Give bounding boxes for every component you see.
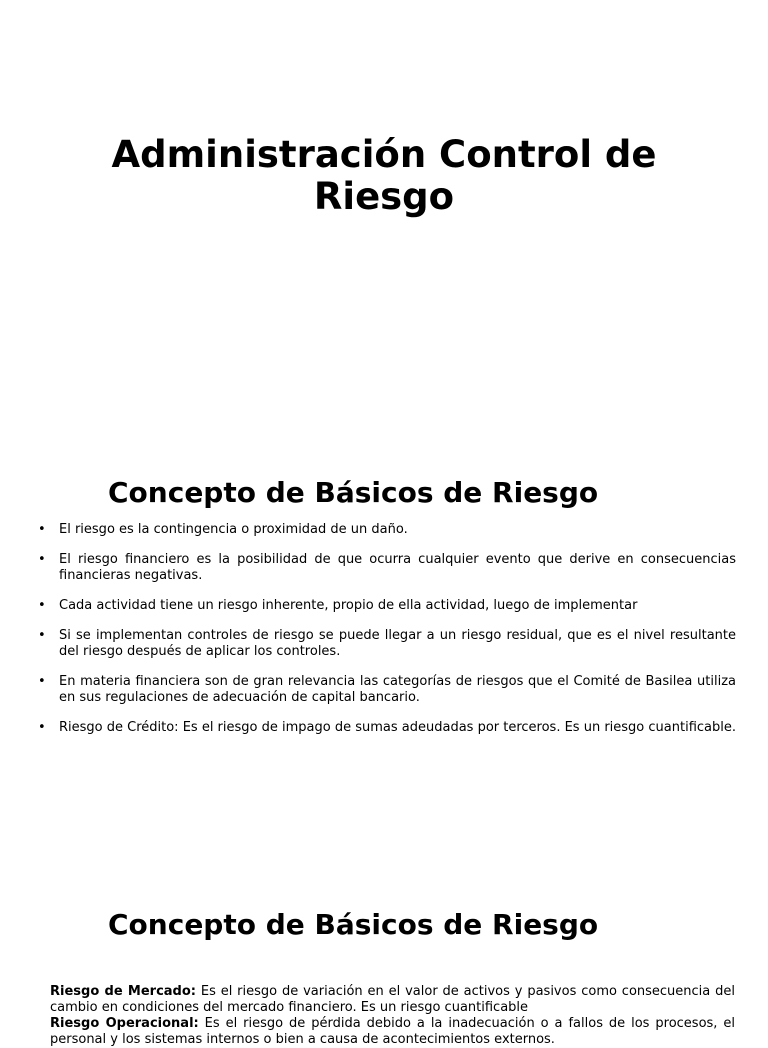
bullet-item	[38, 720, 736, 736]
bullet-item	[38, 522, 736, 538]
bullet-icon: •	[38, 552, 46, 567]
slide-heading: Concepto de Básicos de Riesgo	[108, 908, 599, 941]
bullet-text: Si se implementan controles de riesgo se puede llegar a un riesgo residual, que es el nivel resultante del riesgo después de aplicar los controles.	[59, 628, 736, 659]
bullet-icon: •	[38, 628, 46, 643]
bullet-icon: •	[38, 598, 46, 613]
definition-item	[50, 984, 735, 1016]
definition-text: Es el riesgo de pérdida debido a la inadecuación o a fallos de los procesos, el personal y los sistemas internos o bien a causa de acontecimientos externos.	[50, 1016, 735, 1047]
bullet-item	[38, 674, 736, 706]
bullet-text: Riesgo de Crédito: Es el riesgo de impago de sumas adeudadas por terceros. Es un riesgo cuantificable.	[59, 720, 736, 735]
bullet-text: El riesgo es la contingencia o proximidad de un daño.	[59, 522, 408, 537]
bullet-text: Cada actividad tiene un riesgo inherente, propio de ella actividad, luego de implementar	[59, 598, 638, 613]
definition-term: Riesgo Operacional:	[50, 1016, 199, 1031]
bullet-item	[38, 598, 736, 614]
bullet-list	[38, 522, 736, 750]
bullet-item	[38, 552, 736, 584]
definition-text: Es el riesgo de variación en el valor de activos y pasivos como consecuencia del cambio en condiciones del mercado financiero. Es un riesgo cuantificable	[50, 984, 735, 1015]
slide-title	[0, 0, 768, 432]
bullet-text: En materia financiera son de gran relevancia las categorías de riesgos que el Comité de Basilea utiliza en sus regulaciones de adecuación de capital bancario.	[59, 674, 736, 705]
slide-risk-definitions	[0, 864, 768, 1047]
definition-term: Riesgo de Mercado:	[50, 984, 196, 999]
slide-heading: Concepto de Básicos de Riesgo	[108, 476, 599, 509]
bullet-icon: •	[38, 674, 46, 689]
slide-basic-concepts	[0, 432, 768, 864]
definition-item	[50, 1016, 735, 1048]
bullet-icon: •	[38, 720, 46, 735]
bullet-item	[38, 628, 736, 660]
presentation-title: Administración Control de Riesgo	[111, 133, 657, 218]
bullet-text: El riesgo financiero es la posibilidad de que ocurra cualquier evento que derive en consecuencias financieras negativas.	[59, 552, 736, 583]
bullet-icon: •	[38, 522, 46, 537]
definitions-block	[50, 984, 735, 1048]
